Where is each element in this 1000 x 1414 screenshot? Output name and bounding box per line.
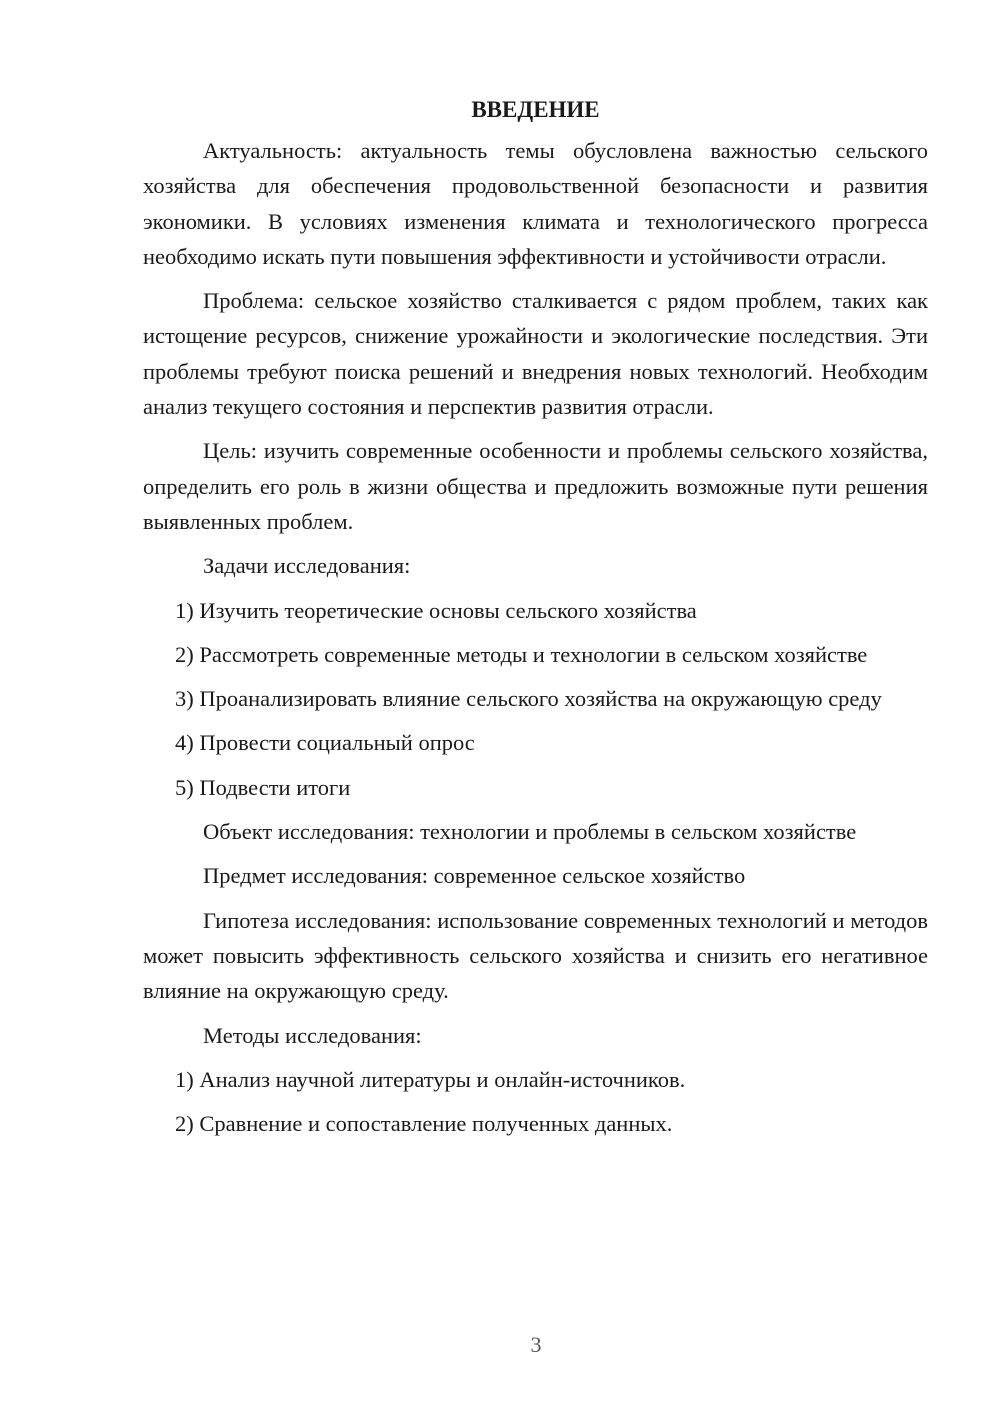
page-content <box>143 94 928 1150</box>
paragraph-object: Объект исследования: технологии и проблемы в сельском хозяйстве <box>203 819 857 845</box>
method-item: 1) Анализ научной литературы и онлайн-источников. <box>175 1066 686 1092</box>
task-item: 4) Провести социальный опрос <box>175 730 475 756</box>
paragraph-subject: Предмет исследования: современное сельское хозяйство <box>203 863 746 889</box>
tasks-heading: Задачи исследования: <box>203 553 411 579</box>
paragraph-relevance: Актуальность: актуальность темы обусловлена важностью сельского хозяйства для обеспечения продовольственной безопасности и развития экономики. В условиях изменения климата и технологического прогресса необходимо искать пути повышения эффективности и устойчивости отрасли. <box>143 138 928 269</box>
page-number: 3 <box>530 1332 542 1357</box>
methods-heading: Методы исследования: <box>203 1022 422 1048</box>
page-title: ВВЕДЕНИЕ <box>471 97 600 122</box>
task-item: 5) Подвести итоги <box>175 774 351 800</box>
paragraph-goal: Цель: изучить современные особенности и проблемы сельского хозяйства, определить его роль в жизни общества и предложить возможные пути решения выявленных проблем. <box>143 438 928 534</box>
task-item: 2) Рассмотреть современные методы и технологии в сельском хозяйстве <box>175 641 868 667</box>
task-item: 3) Проанализировать влияние сельского хозяйства на окружающую среду <box>175 686 882 712</box>
paragraph-problem: Проблема: сельское хозяйство сталкивается с рядом проблем, таких как истощение ресурсов, снижение урожайности и экологические последствия. Эти проблемы требуют поиска решений и внедрения новых технологий. Необходим анализ текущего состояния и перспектив развития отрасли. <box>143 288 928 420</box>
paragraph-hypothesis: Гипотеза исследования: использование современных технологий и методов может повысить эффективность сельского хозяйства и снизить его негативное влияние на окружающую среду. <box>143 907 928 1004</box>
method-item: 2) Сравнение и сопоставление полученных данных. <box>175 1111 673 1137</box>
task-item: 1) Изучить теоретические основы сельского хозяйства <box>175 597 697 623</box>
